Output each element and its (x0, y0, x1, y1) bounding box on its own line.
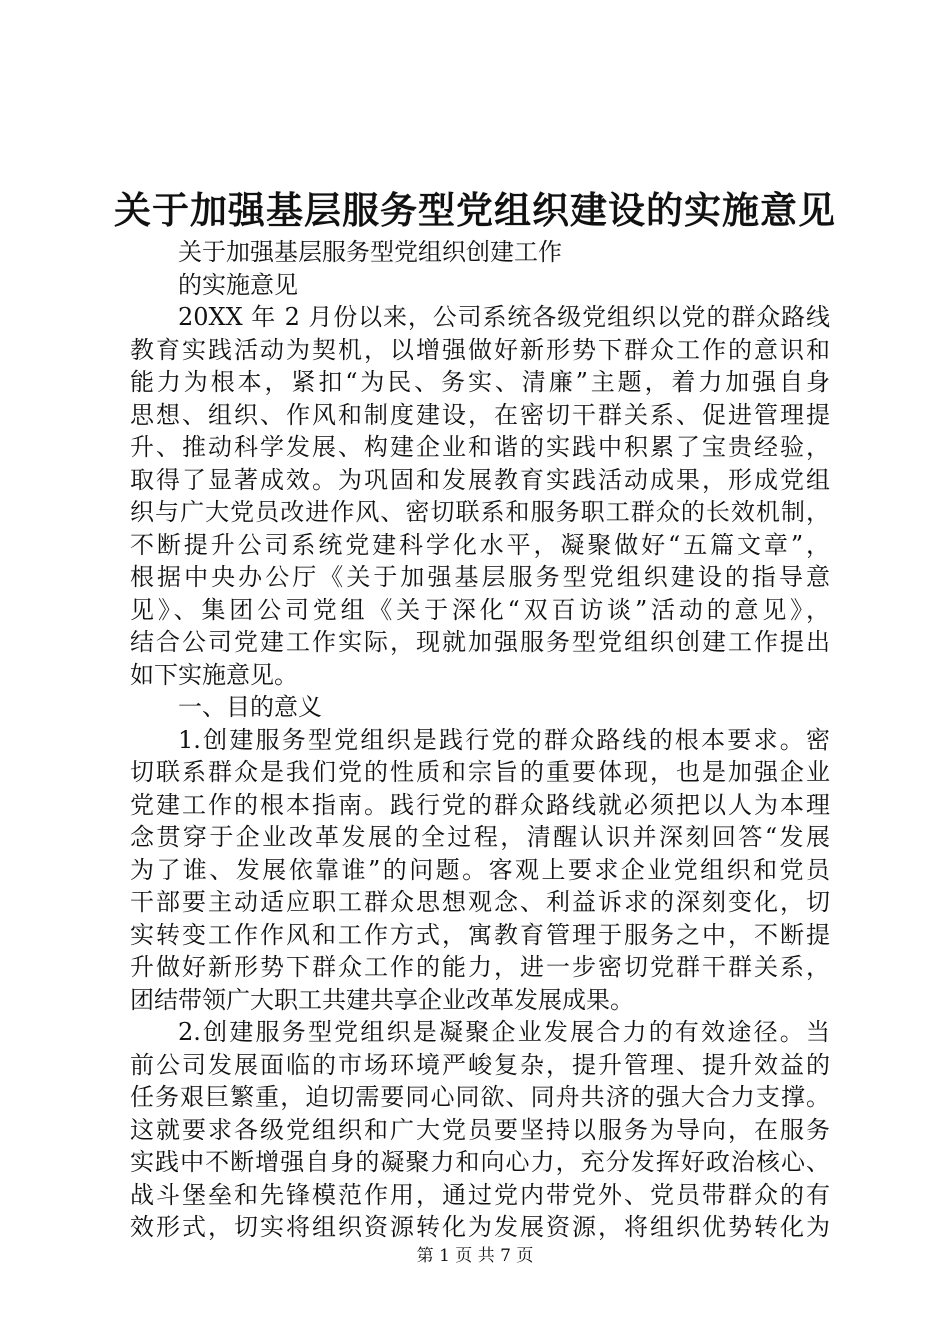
paragraph-line: 切联系群众是我们党的性质和宗旨的重要体现，也是加强企业 (130, 758, 830, 786)
paragraph-line: 2.创建服务型党组织是凝聚企业发展合力的有效途径。当 (178, 1018, 830, 1046)
paragraph-line: 干部要主动适应职工群众思想观念、利益诉求的深刻变化，切 (130, 888, 830, 916)
paragraph-line: 党建工作的根本指南。践行党的群众路线就必须把以人为本理 (130, 790, 830, 819)
paragraph-line: 为了谁、发展依靠谁”的问题。客观上要求企业党组织和党员 (130, 855, 830, 884)
paragraph-line: 教育实践活动为契机，以增强做好新形势下群众工作的意识和 (130, 335, 830, 364)
document-body (130, 236, 830, 1244)
paragraph-line: 不断提升公司系统党建科学化水平，凝聚做好“五篇文章”， (130, 530, 830, 559)
paragraph-line: 效形式，切实将组织资源转化为发展资源，将组织优势转化为 (130, 1213, 830, 1241)
subtitle-line: 关于加强基层服务型党组织创建工作 (178, 238, 562, 266)
document-title: 关于加强基层服务型党组织建设的实施意见 (114, 188, 836, 232)
page-number-footer: 第 1 页 共 7 页 (416, 1246, 534, 1266)
paragraph-line: 升做好新形势下群众工作的能力，进一步密切党群干群关系， (130, 953, 830, 981)
paragraph-line: 根据中央办公厅《关于加强基层服务型党组织建设的指导意 (130, 563, 830, 591)
paragraph-line: 思想、组织、作风和制度建设，在密切干群关系、促进管理提 (130, 400, 830, 429)
paragraph-line: 实践中不断增强自身的凝聚力和向心力，充分发挥好政治核心、 (130, 1148, 830, 1176)
subtitle-line: 的实施意见 (178, 270, 298, 299)
paragraph-line: 1.创建服务型党组织是践行党的群众路线的根本要求。密 (178, 725, 830, 754)
paragraph-line: 取得了显著成效。为巩固和发展教育实践活动成果，形成党组 (130, 465, 830, 494)
paragraph-line: 织与广大党员改进作风、密切联系和服务职工群众的长效机制， (130, 498, 830, 526)
paragraph-line: 战斗堡垒和先锋模范作用，通过党内带党外、党员带群众的有 (130, 1180, 830, 1209)
section-heading: 一、目的意义 (178, 693, 322, 721)
paragraph-line: 念贯穿于企业改革发展的全过程，清醒认识并深刻回答“发展 (130, 823, 830, 851)
paragraph-line: 任务艰巨繁重，迫切需要同心同欲、同舟共济的强大合力支撑。 (130, 1083, 830, 1111)
paragraph-line: 见》、集团公司党组《关于深化“双百访谈”活动的意见》， (130, 595, 830, 624)
paragraph-line: 前公司发展面临的市场环境严峻复杂，提升管理、提升效益的 (130, 1050, 830, 1079)
paragraph-line: 团结带领广大职工共建共享企业改革发展成果。 (130, 985, 634, 1014)
paragraph-line: 20XX 年 2 月份以来，公司系统各级党组织以党的群众路线 (178, 303, 830, 331)
paragraph-line: 实转变工作作风和工作方式，寓教育管理于服务之中，不断提 (130, 920, 830, 949)
paragraph-line: 这就要求各级党组织和广大党员要坚持以服务为导向，在服务 (130, 1115, 830, 1144)
paragraph-line: 升、推动科学发展、构建企业和谐的实践中积累了宝贵经验， (130, 433, 830, 461)
paragraph-line: 能力为根本，紧扣“为民、务实、清廉”主题，着力加强自身 (130, 368, 830, 396)
paragraph-line: 如下实施意见。 (130, 660, 298, 689)
paragraph-line: 结合公司党建工作实际，现就加强服务型党组织创建工作提出 (130, 628, 830, 656)
